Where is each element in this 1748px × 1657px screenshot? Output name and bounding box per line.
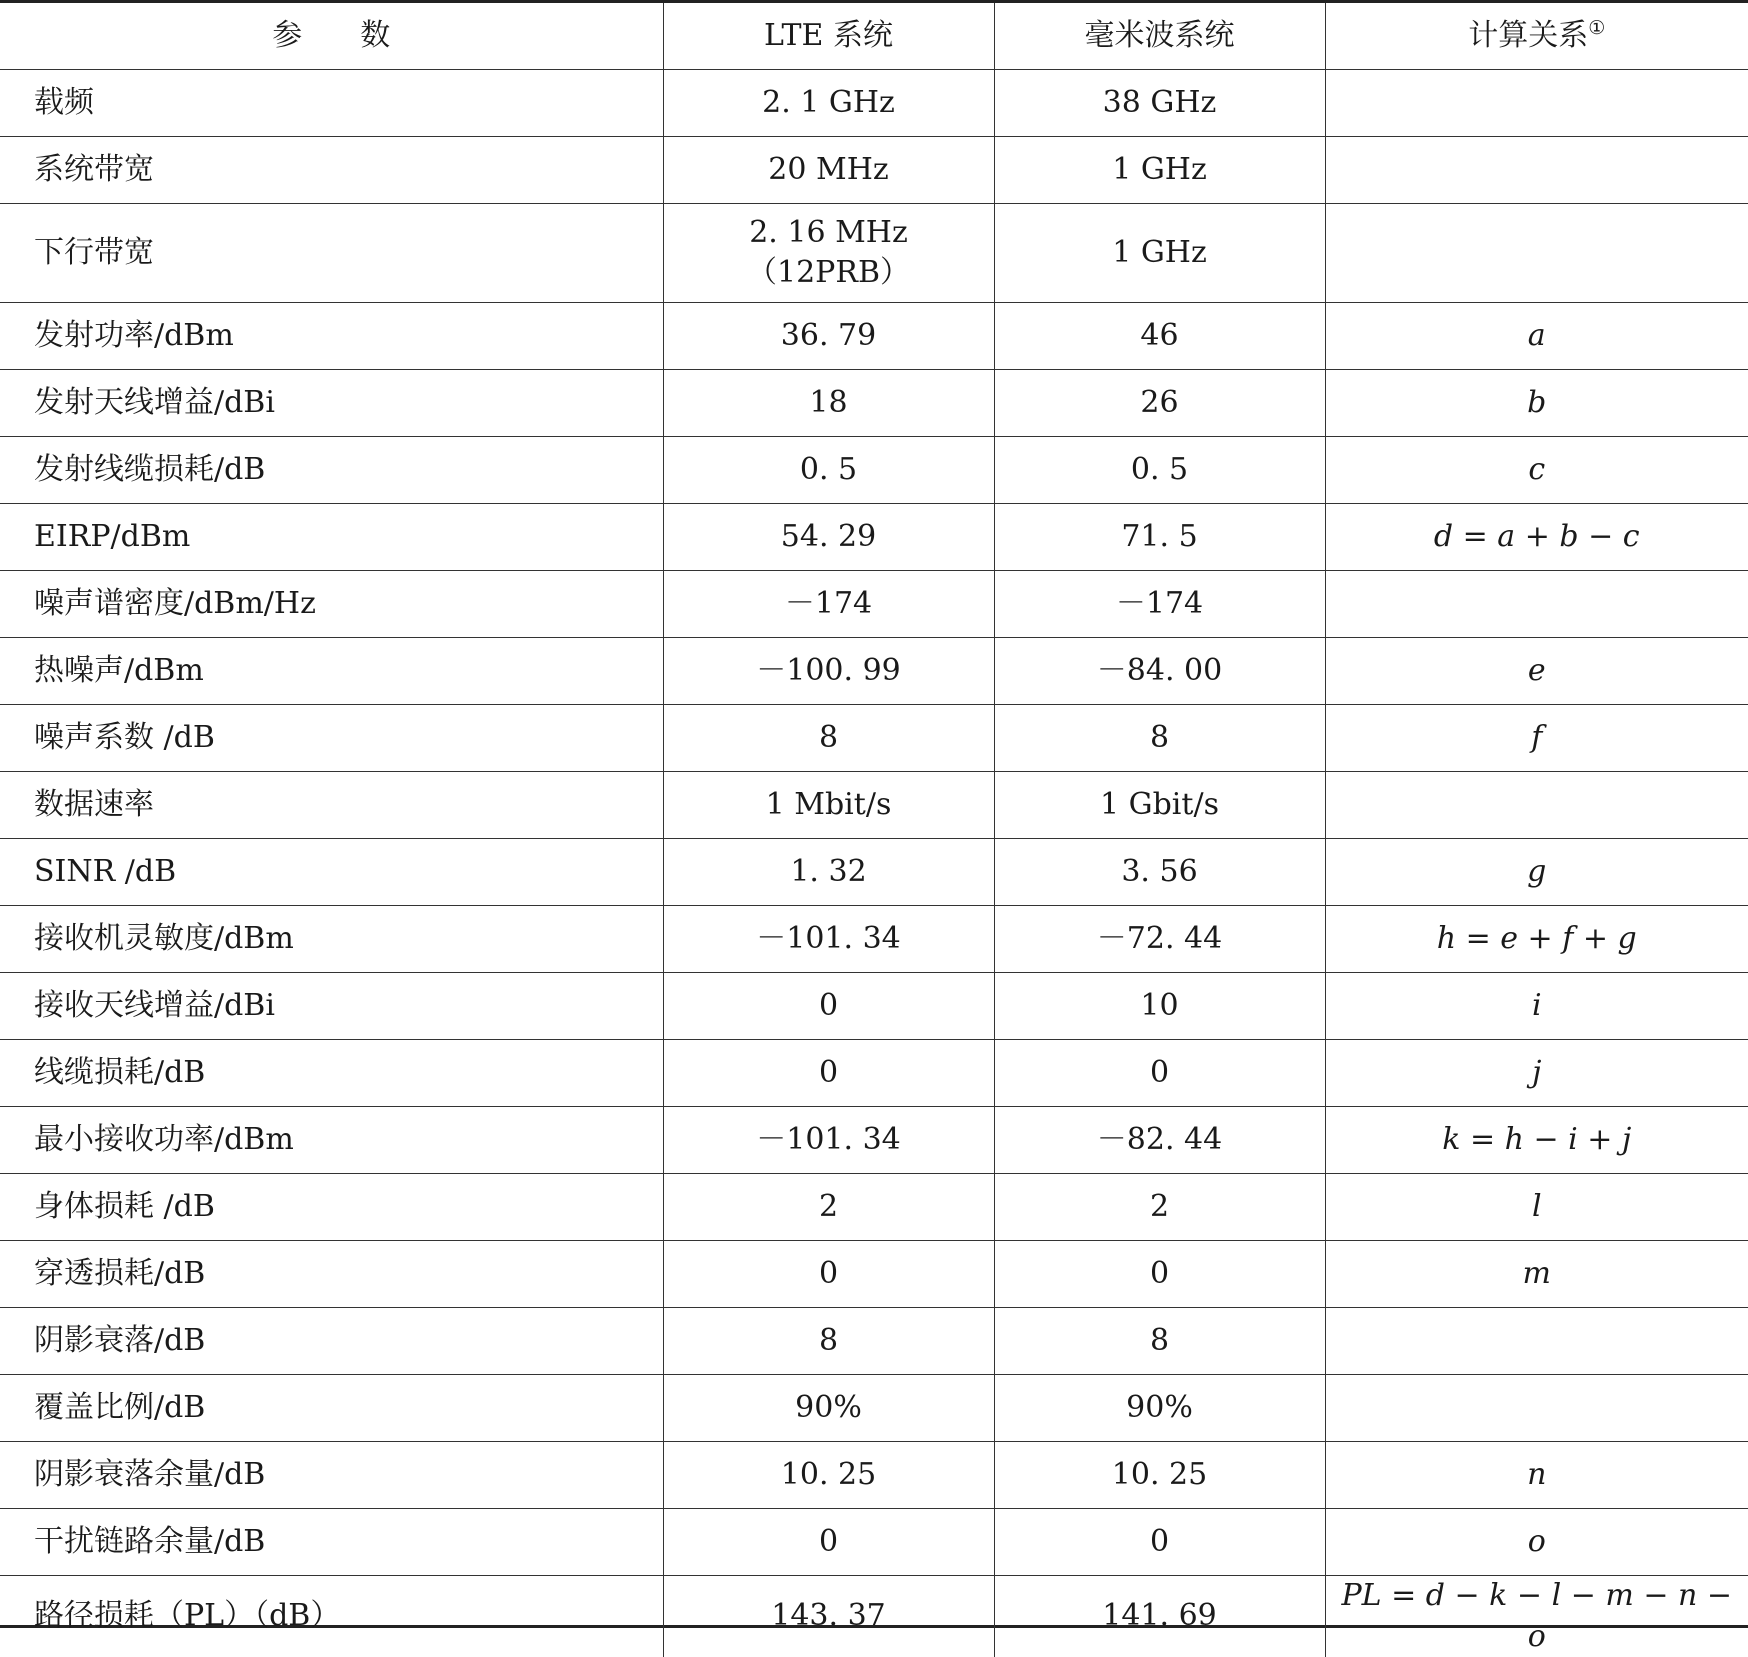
cell-mmwave: 0	[994, 1241, 1325, 1308]
cell-param: 系统带宽	[0, 137, 663, 204]
cell-param: 阴影衰落余量/dB	[0, 1442, 663, 1509]
cell-mmwave: 1 Gbit/s	[994, 772, 1325, 839]
cell-calc: k = h − i + j	[1325, 1107, 1748, 1174]
cell-lte-line1: 2. 16 MHz	[676, 213, 982, 254]
cell-calc: e	[1325, 638, 1748, 705]
cell-param: 路径损耗（PL）（dB）	[0, 1576, 663, 1657]
cell-mmwave: －72. 44	[994, 906, 1325, 973]
table-row	[0, 437, 1748, 504]
table-row	[0, 906, 1748, 973]
cell-mmwave: 0	[994, 1040, 1325, 1107]
link-budget-table	[0, 3, 1748, 1657]
cell-param: 身体损耗 /dB	[0, 1174, 663, 1241]
cell-lte: 2	[663, 1174, 994, 1241]
cell-lte: 54. 29	[663, 504, 994, 571]
cell-calc	[1325, 70, 1748, 137]
cell-calc: i	[1325, 973, 1748, 1040]
cell-lte: －101. 34	[663, 1107, 994, 1174]
table-body	[0, 70, 1748, 1657]
table-header-row	[0, 3, 1748, 70]
table-row	[0, 1241, 1748, 1308]
cell-param: EIRP/dBm	[0, 504, 663, 571]
cell-lte: 0	[663, 1241, 994, 1308]
table-row	[0, 705, 1748, 772]
cell-mmwave: 0	[994, 1509, 1325, 1576]
cell-lte	[663, 204, 994, 303]
cell-lte: －174	[663, 571, 994, 638]
cell-mmwave: －84. 00	[994, 638, 1325, 705]
cell-mmwave: 46	[994, 303, 1325, 370]
cell-calc: c	[1325, 437, 1748, 504]
table-row	[0, 1442, 1748, 1509]
cell-param: 噪声谱密度/dBm/Hz	[0, 571, 663, 638]
table-row	[0, 303, 1748, 370]
cell-param: 数据速率	[0, 772, 663, 839]
table-row	[0, 1308, 1748, 1375]
table-row	[0, 1174, 1748, 1241]
cell-lte: 90%	[663, 1375, 994, 1442]
table-row	[0, 370, 1748, 437]
cell-calc	[1325, 1308, 1748, 1375]
footnote-marker: ①	[1588, 17, 1605, 39]
cell-calc: j	[1325, 1040, 1748, 1107]
header-param: 参数	[0, 3, 663, 70]
cell-param: 穿透损耗/dB	[0, 1241, 663, 1308]
cell-lte: 0	[663, 1040, 994, 1107]
table-row	[0, 1375, 1748, 1442]
cell-mmwave: 1 GHz	[994, 204, 1325, 303]
cell-lte: 2. 1 GHz	[663, 70, 994, 137]
cell-mmwave: 8	[994, 705, 1325, 772]
cell-lte: 18	[663, 370, 994, 437]
table-row	[0, 571, 1748, 638]
table-row	[0, 638, 1748, 705]
table-row	[0, 973, 1748, 1040]
cell-param: 接收天线增益/dBi	[0, 973, 663, 1040]
cell-param: 最小接收功率/dBm	[0, 1107, 663, 1174]
cell-lte: 10. 25	[663, 1442, 994, 1509]
cell-calc: g	[1325, 839, 1748, 906]
cell-param: 接收机灵敏度/dBm	[0, 906, 663, 973]
table-row	[0, 504, 1748, 571]
cell-param: 载频	[0, 70, 663, 137]
cell-param: 噪声系数 /dB	[0, 705, 663, 772]
cell-calc	[1325, 204, 1748, 303]
cell-calc: h = e + f + g	[1325, 906, 1748, 973]
header-mmwave: 毫米波系统	[994, 3, 1325, 70]
cell-lte: 36. 79	[663, 303, 994, 370]
cell-mmwave: －82. 44	[994, 1107, 1325, 1174]
cell-param: 覆盖比例/dB	[0, 1375, 663, 1442]
cell-mmwave: －174	[994, 571, 1325, 638]
cell-calc	[1325, 571, 1748, 638]
table-row	[0, 1576, 1748, 1657]
cell-param: 热噪声/dBm	[0, 638, 663, 705]
cell-mmwave: 8	[994, 1308, 1325, 1375]
table-row	[0, 1107, 1748, 1174]
cell-calc: PL = d − k − l − m − n − o	[1325, 1576, 1748, 1657]
table-row	[0, 1040, 1748, 1107]
cell-param: SINR /dB	[0, 839, 663, 906]
cell-mmwave: 10	[994, 973, 1325, 1040]
cell-param: 下行带宽	[0, 204, 663, 303]
cell-mmwave: 10. 25	[994, 1442, 1325, 1509]
cell-lte: 0	[663, 1509, 994, 1576]
cell-param: 线缆损耗/dB	[0, 1040, 663, 1107]
cell-calc: l	[1325, 1174, 1748, 1241]
cell-mmwave: 90%	[994, 1375, 1325, 1442]
cell-lte: 1 Mbit/s	[663, 772, 994, 839]
cell-mmwave: 1 GHz	[994, 137, 1325, 204]
cell-calc: n	[1325, 1442, 1748, 1509]
cell-lte: 8	[663, 705, 994, 772]
cell-lte: 0	[663, 973, 994, 1040]
cell-mmwave: 141. 69	[994, 1576, 1325, 1657]
table-row	[0, 137, 1748, 204]
header-calc: 计算关系①	[1325, 3, 1748, 70]
cell-calc: f	[1325, 705, 1748, 772]
cell-param: 发射线缆损耗/dB	[0, 437, 663, 504]
cell-mmwave: 38 GHz	[994, 70, 1325, 137]
cell-lte: －100. 99	[663, 638, 994, 705]
cell-mmwave: 71. 5	[994, 504, 1325, 571]
cell-lte: 8	[663, 1308, 994, 1375]
cell-calc	[1325, 1375, 1748, 1442]
cell-lte-line2: （12PRB）	[676, 253, 982, 294]
cell-param: 发射功率/dBm	[0, 303, 663, 370]
table-row	[0, 772, 1748, 839]
cell-mmwave: 26	[994, 370, 1325, 437]
table-row	[0, 204, 1748, 303]
table-row	[0, 839, 1748, 906]
cell-mmwave: 3. 56	[994, 839, 1325, 906]
cell-param: 阴影衰落/dB	[0, 1308, 663, 1375]
cell-lte: －101. 34	[663, 906, 994, 973]
cell-calc: b	[1325, 370, 1748, 437]
cell-lte: 1. 32	[663, 839, 994, 906]
cell-lte: 20 MHz	[663, 137, 994, 204]
cell-calc: o	[1325, 1509, 1748, 1576]
cell-lte: 143. 37	[663, 1576, 994, 1657]
cell-mmwave: 0. 5	[994, 437, 1325, 504]
table-row	[0, 1509, 1748, 1576]
cell-calc: m	[1325, 1241, 1748, 1308]
cell-calc	[1325, 137, 1748, 204]
cell-calc	[1325, 772, 1748, 839]
table-row	[0, 70, 1748, 137]
cell-lte: 0. 5	[663, 437, 994, 504]
cell-param: 干扰链路余量/dB	[0, 1509, 663, 1576]
cell-calc: d = a + b − c	[1325, 504, 1748, 571]
cell-calc: a	[1325, 303, 1748, 370]
cell-param: 发射天线增益/dBi	[0, 370, 663, 437]
header-lte: LTE 系统	[663, 3, 994, 70]
cell-mmwave: 2	[994, 1174, 1325, 1241]
